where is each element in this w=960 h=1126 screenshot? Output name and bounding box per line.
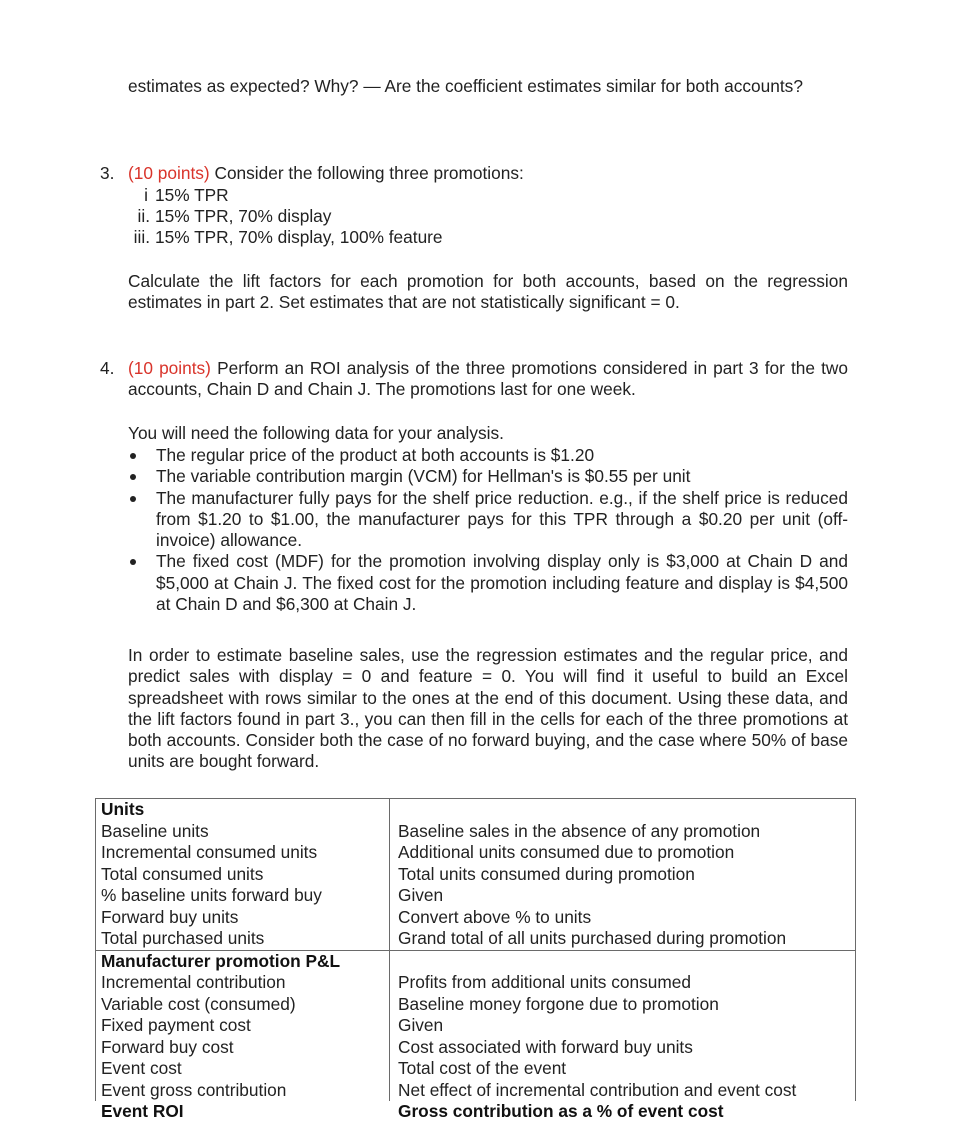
table-row [96, 821, 855, 843]
intro-text: estimates as expected? Why? — Are the coefficient estimates similar for both accounts? [128, 76, 803, 96]
row-label: Incremental consumed units [101, 842, 318, 862]
promotion-item [128, 185, 848, 206]
section-heading-pl: Manufacturer promotion P&L [101, 950, 341, 971]
table-row [96, 972, 855, 994]
empty-cell [390, 951, 855, 973]
bullet-text: The fixed cost (MDF) for the promotion involving display only is $3,000 at Chain D and $5,000 at Chain J. The fixed cost for the promotion including feature and display is $4,500 at Chain D and $6,300 at Chain J. [156, 551, 848, 615]
table-row [96, 1015, 855, 1037]
question-3-instruction [128, 271, 848, 314]
table-row [96, 1037, 855, 1059]
row-description: Total units consumed during promotion [398, 863, 695, 884]
promotion-marker: ii. [137, 205, 150, 226]
table-row [96, 907, 855, 929]
bullet-icon [130, 559, 136, 565]
row-label: Event gross contribution [101, 1079, 287, 1100]
data-bullet [128, 551, 848, 615]
promotion-label: 15% TPR, 70% display [155, 205, 332, 226]
table-row [96, 994, 855, 1016]
question-3-number: 3. [100, 163, 115, 183]
pl-section [95, 950, 856, 1102]
promotion-marker: i [144, 184, 148, 205]
row-description: Cost associated with forward buy units [398, 1036, 693, 1057]
question-4-closing [128, 645, 848, 773]
table-row [96, 864, 855, 886]
question-3-prompt: Consider the following three promotions: [214, 163, 524, 183]
row-label: Event cost [101, 1058, 182, 1078]
table-row [96, 951, 855, 973]
data-bullet-list [128, 445, 848, 615]
row-label: Baseline units [101, 820, 209, 841]
column-divider [389, 799, 390, 950]
bullet-text: The regular price of the product at both accounts is $1.20 [156, 445, 595, 465]
table-row [96, 842, 855, 864]
row-label: Fixed payment cost [101, 1015, 251, 1035]
column-divider [389, 951, 390, 1102]
row-description: Baseline sales in the absence of any promotion [398, 820, 761, 841]
data-intro: You will need the following data for your analysis. [128, 423, 504, 443]
question-3-heading [128, 163, 848, 184]
row-label: Total purchased units [101, 928, 265, 948]
question-4-points: (10 points) [128, 358, 211, 378]
row-label: Incremental contribution [101, 972, 286, 992]
row-description: Given [398, 1015, 444, 1035]
row-label: % baseline units forward buy [101, 885, 322, 905]
row-description: Convert above % to units [398, 906, 592, 927]
row-label: Forward buy units [101, 906, 239, 927]
question-4-prompt: Perform an ROI analysis of the three promotions considered in part 3 for the two accounts, Chain D and Chain J. The promotions last for one week. [128, 358, 849, 400]
row-description: Baseline money forgone due to promotion [398, 993, 719, 1014]
table-row [96, 1080, 855, 1102]
row-label: Variable cost (consumed) [101, 993, 296, 1014]
data-bullet [128, 488, 848, 552]
event-roi-label: Event ROI [101, 1101, 184, 1121]
table-row [96, 885, 855, 907]
question-3-points: (10 points) [128, 163, 210, 183]
row-label: Forward buy cost [101, 1036, 234, 1057]
promotion-label: 15% TPR, 70% display, 100% feature [155, 227, 443, 248]
question-4-closing-text: In order to estimate baseline sales, use the regression estimates and the regular price, and predict sales with display = 0 and feature = 0. You will find it useful to build an Excel spreadsheet with rows similar to the ones at the end of this document. Using these data, and the lift factors found in part 3., you can then fill in the cells for each of the three promotions at both accounts. Consider both the case of no forward buying, and the case where 50% of base units are bought forward. [128, 645, 848, 772]
row-description: Profits from additional units consumed [398, 972, 691, 992]
row-description: Total cost of the event [398, 1058, 567, 1078]
row-description: Additional units consumed due to promotion [398, 842, 735, 862]
event-roi-description: Gross contribution as a % of event cost [398, 1101, 724, 1121]
bullet-icon [130, 474, 136, 480]
section-heading-units: Units [101, 799, 145, 819]
question-4-heading [128, 358, 848, 401]
question-4-number: 4. [100, 358, 115, 378]
table-row [96, 799, 855, 821]
table-row [96, 1058, 855, 1080]
table-row [95, 1101, 856, 1123]
question-3-instruction-text: Calculate the lift factors for each promotion for both accounts, based on the regression estimates in part 2. Set estimates that are not statistically significant = 0. [128, 271, 848, 313]
row-description: Given [398, 885, 444, 905]
promotion-label: 15% TPR [155, 184, 229, 205]
promotion-list [128, 185, 848, 249]
bullet-text: The manufacturer fully pays for the shelf price reduction. e.g., if the shelf price is reduced from $1.20 to $1.00, the manufacturer pays for this TPR through a $0.20 per unit (off-invoice) allowance. [156, 487, 848, 551]
row-label: Total consumed units [101, 863, 264, 884]
bullet-icon [130, 453, 136, 459]
promotion-item [128, 206, 848, 227]
bullet-text: The variable contribution margin (VCM) for Hellman's is $0.55 per unit [156, 466, 691, 487]
table-row [96, 928, 855, 950]
roi-template-table [95, 798, 856, 1123]
bullet-icon [130, 496, 136, 502]
data-bullet [128, 445, 848, 466]
row-description: Net effect of incremental contribution and event cost [398, 1079, 797, 1100]
roi-row-section [95, 1101, 856, 1123]
row-description: Grand total of all units purchased during promotion [398, 928, 787, 948]
data-bullet [128, 466, 848, 487]
promotion-item [128, 227, 848, 248]
promotion-marker: iii. [133, 227, 150, 248]
units-section [95, 798, 856, 950]
empty-cell [390, 799, 855, 821]
intro-paragraph [128, 76, 848, 97]
